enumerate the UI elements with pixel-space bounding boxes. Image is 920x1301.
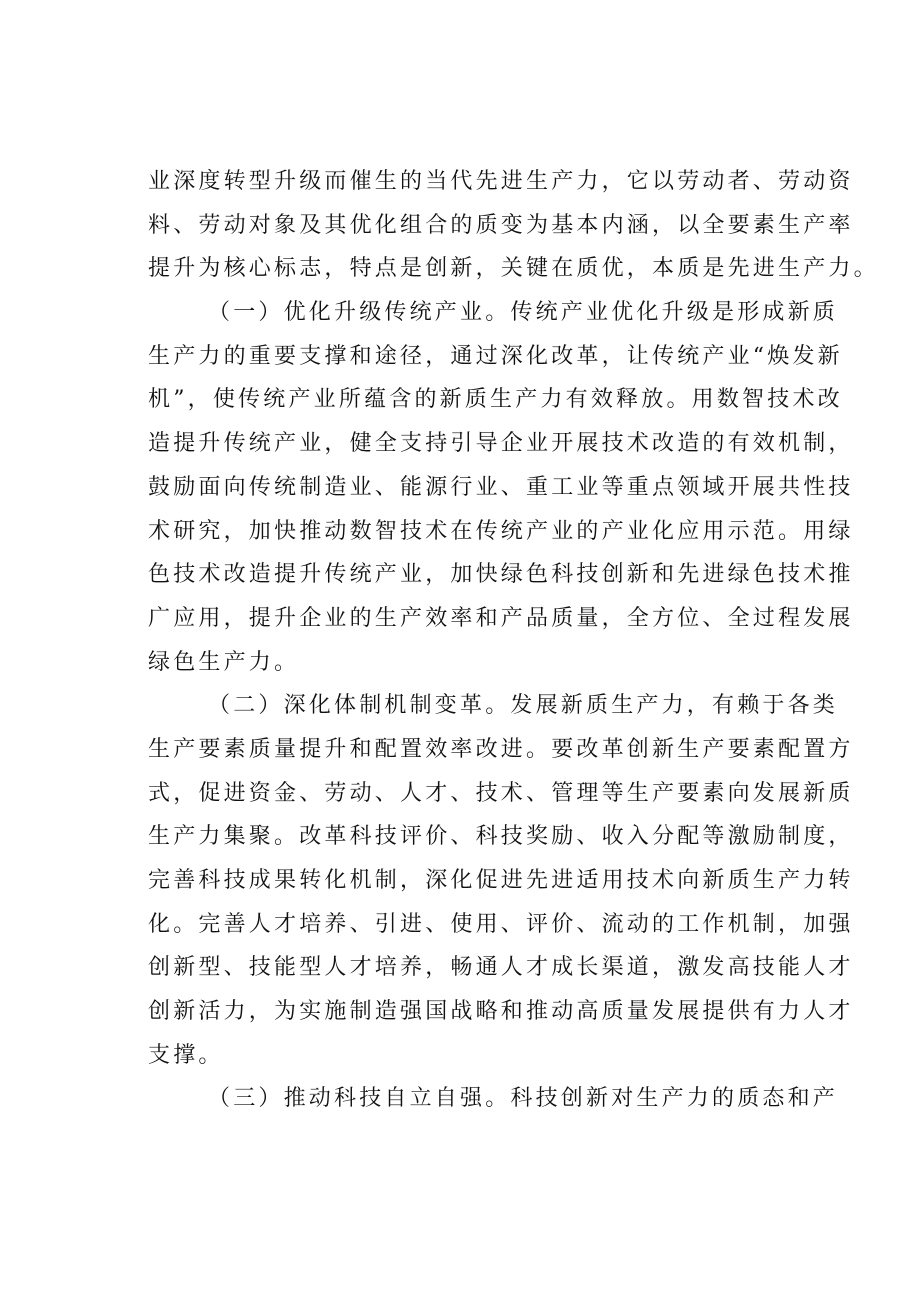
paragraph — [148, 291, 854, 684]
paragraph-line: 完善科技成果转化机制，深化促进先进适用技术向新质生产力转 — [148, 868, 854, 893]
document-body — [148, 160, 879, 1121]
paragraph-line: 鼓励面向传统制造业、能源行业、重工业等重点领域开展共性技 — [148, 474, 854, 500]
paragraph-line: 生产力集聚。改革科技评价、科技奖励、收入分配等激励制度， — [148, 824, 854, 850]
paragraph-line: 生产要素质量提升和配置效率改进。要改革创新生产要素配置方 — [148, 736, 854, 762]
paragraph-line: 支撑。 — [148, 1042, 224, 1068]
paragraph-line: 生产力的重要支撑和途径，通过深化改革，让传统产业“焕发新 — [148, 343, 843, 369]
paragraph-line: 创新活力，为实施制造强国战略和推动高质量发展提供有力人才 — [148, 999, 854, 1025]
paragraph-line: 广应用，提升企业的生产效率和产品质量，全方位、全过程发展 — [148, 605, 854, 631]
paragraph-line: 料、劳动对象及其优化组合的质变为基本内涵，以全要素生产率 — [148, 212, 854, 238]
paragraph-line: 提升为核心标志，特点是创新，关键在质优，本质是先进生产力。 — [148, 256, 879, 282]
paragraph-line: 创新型、技能型人才培养，畅通人才成长渠道，激发高技能人才 — [148, 955, 854, 981]
paragraph-line: （二）深化体制机制变革。发展新质生产力，有赖于各类 — [208, 693, 839, 719]
paragraph — [148, 684, 854, 1077]
paragraph-line: 造提升传统产业，健全支持引导企业开展技术改造的有效机制， — [148, 431, 854, 457]
paragraph — [148, 1077, 839, 1121]
paragraph-line: 业深度转型升级而催生的当代先进生产力，它以劳动者、劳动资 — [148, 169, 854, 194]
paragraph-line: 化。完善人才培养、引进、使用、评价、流动的工作机制，加强 — [148, 911, 854, 937]
paragraph-line: （三）推动科技自立自强。科技创新对生产力的质态和产 — [208, 1086, 839, 1112]
paragraph-line: 机”，使传统产业所蕴含的新质生产力有效释放。用数智技术改 — [148, 387, 843, 413]
paragraph-line: 色技术改造提升传统产业，加快绿色科技创新和先进绿色技术推 — [148, 562, 854, 588]
paragraph-line: 式，促进资金、劳动、人才、技术、管理等生产要素向发展新质 — [148, 780, 854, 806]
paragraph — [148, 160, 879, 291]
paragraph-line: 绿色生产力。 — [148, 649, 300, 675]
paragraph-line: （一）优化升级传统产业。传统产业优化升级是形成新质 — [208, 300, 839, 326]
paragraph-line: 术研究，加快推动数智技术在传统产业的产业化应用示范。用绿 — [148, 518, 854, 544]
